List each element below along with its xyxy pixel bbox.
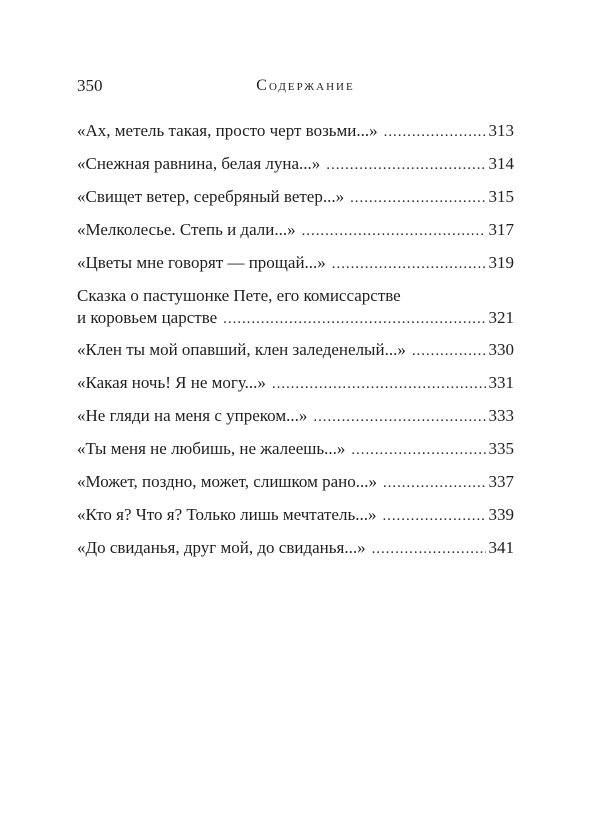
toc-entry-title: «Не гляди на меня с упреком...» [77, 406, 308, 425]
toc-entry-title: «Кто я? Что я? Только лишь мечтатель...» [77, 505, 377, 524]
dot-leader [384, 121, 486, 143]
toc-entry[interactable] [77, 405, 514, 436]
toc-entry-title-line: Сказка о пастушонке Пете, его комиссарстве [77, 286, 401, 305]
toc-entry-page: 317 [488, 220, 514, 239]
toc-entry[interactable] [77, 186, 514, 217]
dot-leader [326, 154, 485, 176]
toc-entry-page: 315 [488, 187, 514, 206]
toc-entry[interactable] [77, 285, 514, 337]
dot-leader [351, 439, 485, 461]
toc-entry-page: 319 [488, 253, 514, 272]
toc-entry-title: и коровьем царстве [77, 308, 218, 327]
toc-entry-page: 333 [488, 406, 514, 425]
toc-entry[interactable] [77, 120, 514, 151]
dot-leader [272, 373, 486, 395]
toc-entry-title: «Снежная равнина, белая луна...» [77, 154, 321, 173]
section-title: Содержание [256, 77, 355, 94]
dot-leader [350, 187, 485, 209]
toc-entry-page: 331 [488, 373, 514, 392]
toc-entry[interactable] [77, 153, 514, 184]
toc-entry-page: 339 [488, 505, 514, 524]
toc-entry-title: «Ты меня не любишь, не жалеешь...» [77, 439, 346, 458]
toc-entry-title: «Свищет ветер, серебряный ветер...» [77, 187, 345, 206]
dot-leader [372, 538, 486, 560]
toc-entry[interactable] [77, 339, 514, 370]
toc-entry[interactable] [77, 471, 514, 502]
toc-entry[interactable] [77, 219, 514, 250]
toc-entry-title: «Может, поздно, может, слишком рано...» [77, 472, 377, 491]
toc-entry-title: «Клен ты мой опавший, клен заледенелый...» [77, 340, 406, 359]
toc-entry-page: 337 [488, 472, 514, 491]
toc-entry[interactable] [77, 537, 514, 568]
toc-entry[interactable] [77, 252, 514, 283]
toc-entry-page: 313 [488, 121, 514, 140]
dot-leader [223, 308, 485, 330]
toc-entry-page: 335 [488, 439, 514, 458]
table-of-contents [77, 118, 514, 568]
toc-entry-title: «Ах, метель такая, просто черт возьми...» [77, 121, 378, 140]
toc-entry[interactable] [77, 504, 514, 535]
dot-leader [383, 472, 486, 494]
running-head [77, 75, 514, 97]
toc-entry-page: 321 [488, 308, 514, 327]
toc-entry-title: «Какая ночь! Я не могу...» [77, 373, 266, 392]
dot-leader [313, 406, 485, 428]
toc-entry-title: «Цветы мне говорят — прощай...» [77, 253, 326, 272]
toc-entry-page: 341 [488, 538, 514, 557]
toc-entry[interactable] [77, 372, 514, 403]
toc-entry-page: 330 [488, 340, 514, 359]
dot-leader [302, 220, 486, 242]
toc-entry[interactable] [77, 438, 514, 469]
page-number: 350 [77, 76, 103, 95]
dot-leader [412, 340, 486, 362]
dot-leader [332, 253, 486, 275]
toc-entry-title: «До свиданья, друг мой, до свиданья...» [77, 538, 366, 557]
dot-leader [382, 505, 485, 527]
toc-entry-title: «Мелколесье. Степь и дали...» [77, 220, 296, 239]
toc-entry-page: 314 [488, 154, 514, 173]
